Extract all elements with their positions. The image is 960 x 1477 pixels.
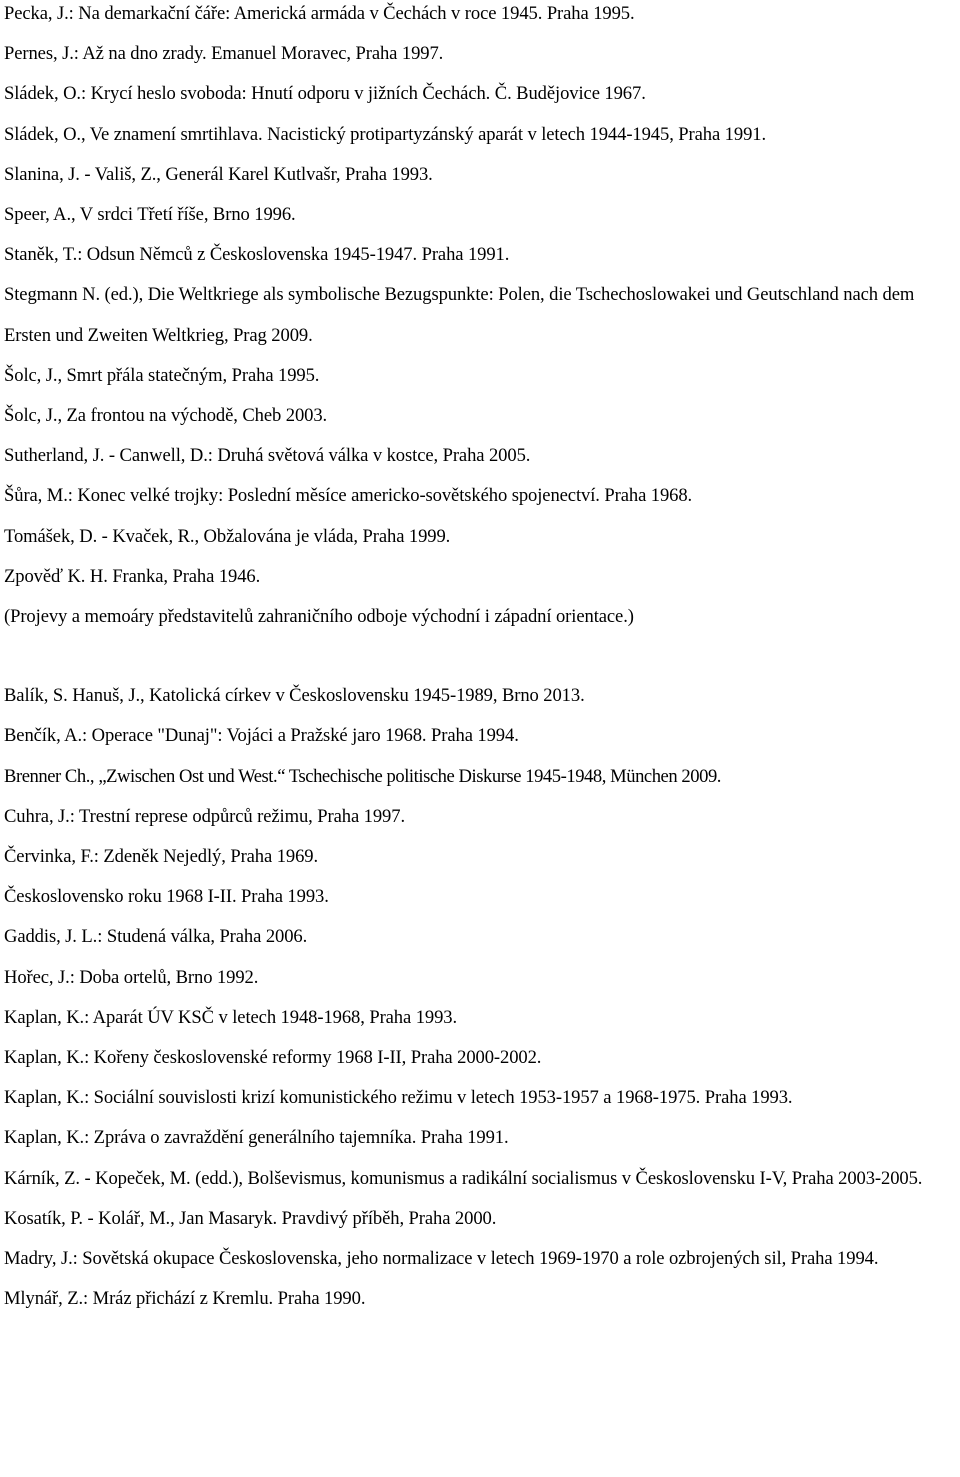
bibliography-entry: Benčík, A.: Operace "Dunaj": Vojáci a Pražské jaro 1968. Praha 1994. — [4, 725, 519, 747]
bibliography-entry: Kosatík, P. - Kolář, M., Jan Masaryk. Pravdivý příběh, Praha 2000. — [4, 1207, 497, 1229]
bibliography-entry: Stegmann N. (ed.), Die Weltkriege als symbolische Bezugspunkte: Polen, die Tschechoslowakei und Geutschland nach dem Ersten und Zweiten Weltkrieg, Prag 2009. — [4, 284, 915, 346]
bibliography-entry: Balík, S. Hanuš, J., Katolická církev v Československu 1945-1989, Brno 2013. — [4, 685, 585, 707]
bibliography-entry: Československo roku 1968 I-II. Praha 1993. — [4, 886, 329, 908]
bibliography-entry: Sutherland, J. - Canwell, D.: Druhá světová válka v kostce, Praha 2005. — [4, 445, 531, 467]
section-gap — [4, 637, 960, 676]
bibliography-entry: Mlynář, Z.: Mráz přichází z Kremlu. Praha 1990. — [4, 1288, 366, 1310]
bibliography-entry: Pernes, J.: Až na dno zrady. Emanuel Moravec, Praha 1997. — [4, 43, 444, 65]
bibliography-entry: Brenner Ch., „Zwischen Ost und West.“ Tschechische politische Diskurse 1945-1948, München 2009. — [4, 765, 721, 787]
bibliography-entry: Kaplan, K.: Sociální souvislosti krizí komunistického režimu v letech 1953-1957 a 1968-1975. Praha 1993. — [4, 1087, 793, 1109]
bibliography-entry: Kaplan, K.: Aparát ÚV KSČ v letech 1948-1968, Praha 1993. — [4, 1006, 458, 1028]
bibliography-entry: Kaplan, K.: Zpráva o zavraždění generálního tajemníka. Praha 1991. — [4, 1127, 509, 1149]
bibliography-entry: Pecka, J.: Na demarkační čáře: Americká armáda v Čechách v roce 1945. Praha 1995. — [4, 3, 635, 24]
bibliography-entry: Slanina, J. - Vališ, Z., Generál Karel Kutlvašr, Praha 1993. — [4, 163, 433, 185]
bibliography-entry: Tomášek, D. - Kvaček, R., Obžalována je vláda, Praha 1999. — [4, 525, 451, 547]
bibliography-entry: Kaplan, K.: Kořeny československé reformy 1968 I-II, Praha 2000-2002. — [4, 1047, 542, 1069]
bibliography-entry: Hořec, J.: Doba ortelů, Brno 1992. — [4, 966, 259, 988]
bibliography-entry: Madry, J.: Sovětská okupace Československa, jeho normalizace v letech 1969-1970 a role ozbrojených sil, Praha 1994. — [4, 1248, 879, 1270]
bibliography-entry: Cuhra, J.: Trestní represe odpůrců režimu, Praha 1997. — [4, 805, 406, 827]
bibliography-list-second — [4, 676, 960, 1319]
bibliography-note: (Projevy a memoáry představitelů zahraničního odboje východní i západní orientace.) — [4, 606, 634, 628]
bibliography-entry: Sládek, O.: Krycí heslo svoboda: Hnutí odporu v jižních Čechách. Č. Budějovice 1967. — [4, 83, 646, 105]
bibliography-entry: Gaddis, J. L.: Studená válka, Praha 2006. — [4, 926, 308, 948]
bibliography-entry: Speer, A., V srdci Třetí říše, Brno 1996. — [4, 204, 296, 226]
bibliography-list-first — [4, 0, 960, 637]
bibliography-entry: Červinka, F.: Zdeněk Nejedlý, Praha 1969. — [4, 846, 319, 868]
bibliography-entry: Zpověď K. H. Franka, Praha 1946. — [4, 565, 261, 587]
bibliography-entry: Staněk, T.: Odsun Němců z Československa 1945-1947. Praha 1991. — [4, 244, 510, 266]
bibliography-entry: Šůra, M.: Konec velké trojky: Poslední měsíce americko-sovětského spojenectví. Praha 1968. — [4, 485, 693, 507]
bibliography-entry: Kárník, Z. - Kopeček, M. (edd.), Bolševismus, komunismus a radikální socialismus v Československu I-V, Praha 2003-2005. — [4, 1167, 923, 1189]
bibliography-entry: Šolc, J., Za frontou na východě, Cheb 2003. — [4, 405, 328, 427]
bibliography-entry: Šolc, J., Smrt přála statečným, Praha 1995. — [4, 364, 320, 386]
bibliography-entry: Sládek, O., Ve znamení smrtihlava. Nacistický protipartyzánský aparát v letech 1944-1945, Praha 1991. — [4, 123, 767, 145]
